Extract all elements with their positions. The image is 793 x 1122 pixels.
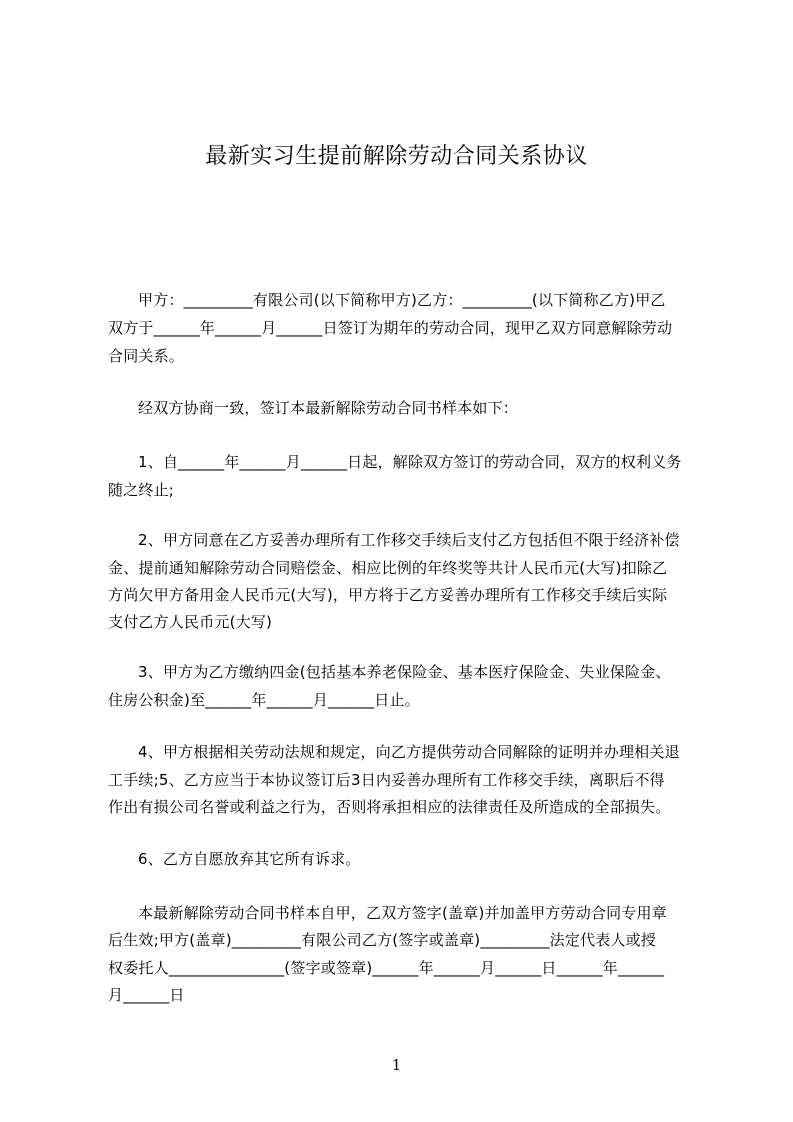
paragraph-7-line-1: 6、乙方自愿放弃其它所有诉求。: [138, 850, 361, 868]
paragraph-6-line-3: 作出有损公司名誉或利益之行为，否则将承担相应的法律责任及所造成的全部损失。: [108, 798, 671, 816]
paragraph-4-line-2: 金、提前通知解除劳动合同赔偿金、相应比例的年终奖等共计人民币元(大写)扣除乙: [108, 559, 668, 577]
paragraph-4-line-3: 方尚欠甲方备用金人民币元(大写)，甲方将于乙方妥善办理所有工作移交手续后实际: [108, 586, 668, 604]
paragraph-8-line-2: 后生效;甲方(盖章)_________有限公司乙方(签字或盖章)_________法定代表人或授: [108, 931, 657, 949]
paragraph-8-line-3: 权委托人_______________(签字或签章)______年______月______日______年______: [108, 959, 665, 977]
paragraph-1-line-3: 合同关系。: [108, 347, 185, 365]
paragraph-8-line-4: 月______日: [108, 986, 185, 1004]
paragraph-2-line-1: 经双方协商一致，签订本最新解除劳动合同书样本如下：: [138, 399, 519, 417]
paragraph-6-line-1: 4、甲方根据相关劳动法规和规定，向乙方提供劳动合同解除的证明并办理相关退: [138, 743, 680, 761]
paragraph-8-line-1: 本最新解除劳动合同书样本自甲，乙双方签字(盖章)并加盖甲方劳动合同专用章: [138, 904, 667, 922]
paragraph-5-line-1: 3、甲方为乙方缴纳四金(包括基本养老保险金、基本医疗保险金、失业保险金、: [138, 663, 671, 681]
page-number: 1: [391, 1056, 402, 1074]
paragraph-4-line-1: 2、甲方同意在乙方妥善办理所有工作移交手续后支付乙方包括但不限于经济补偿: [138, 531, 680, 549]
paragraph-4-line-4: 支付乙方人民币元(大写): [108, 613, 273, 631]
document-title: 最新实习生提前解除劳动合同关系协议: [205, 144, 588, 169]
paragraph-3-line-2: 随之终止;: [108, 481, 175, 499]
paragraph-3-line-1: 1、自______年______月______日起，解除双方签订的劳动合同，双方的权利义务: [138, 453, 682, 471]
paragraph-6-line-2: 工手续;5、乙方应当于本协议签订后3日内妥善办理所有工作移交手续，离职后不得: [108, 771, 665, 789]
paragraph-1-line-1: 甲方：_________有限公司(以下简称甲方)乙方：_________(以下简称乙方)甲乙: [138, 291, 666, 309]
paragraph-5-line-2: 住房公积金)至______年______月______日止。: [108, 691, 420, 709]
paragraph-1-line-2: 双方于______年______月______日签订为期年的劳动合同，现甲乙双方同意解除劳动: [108, 319, 673, 337]
